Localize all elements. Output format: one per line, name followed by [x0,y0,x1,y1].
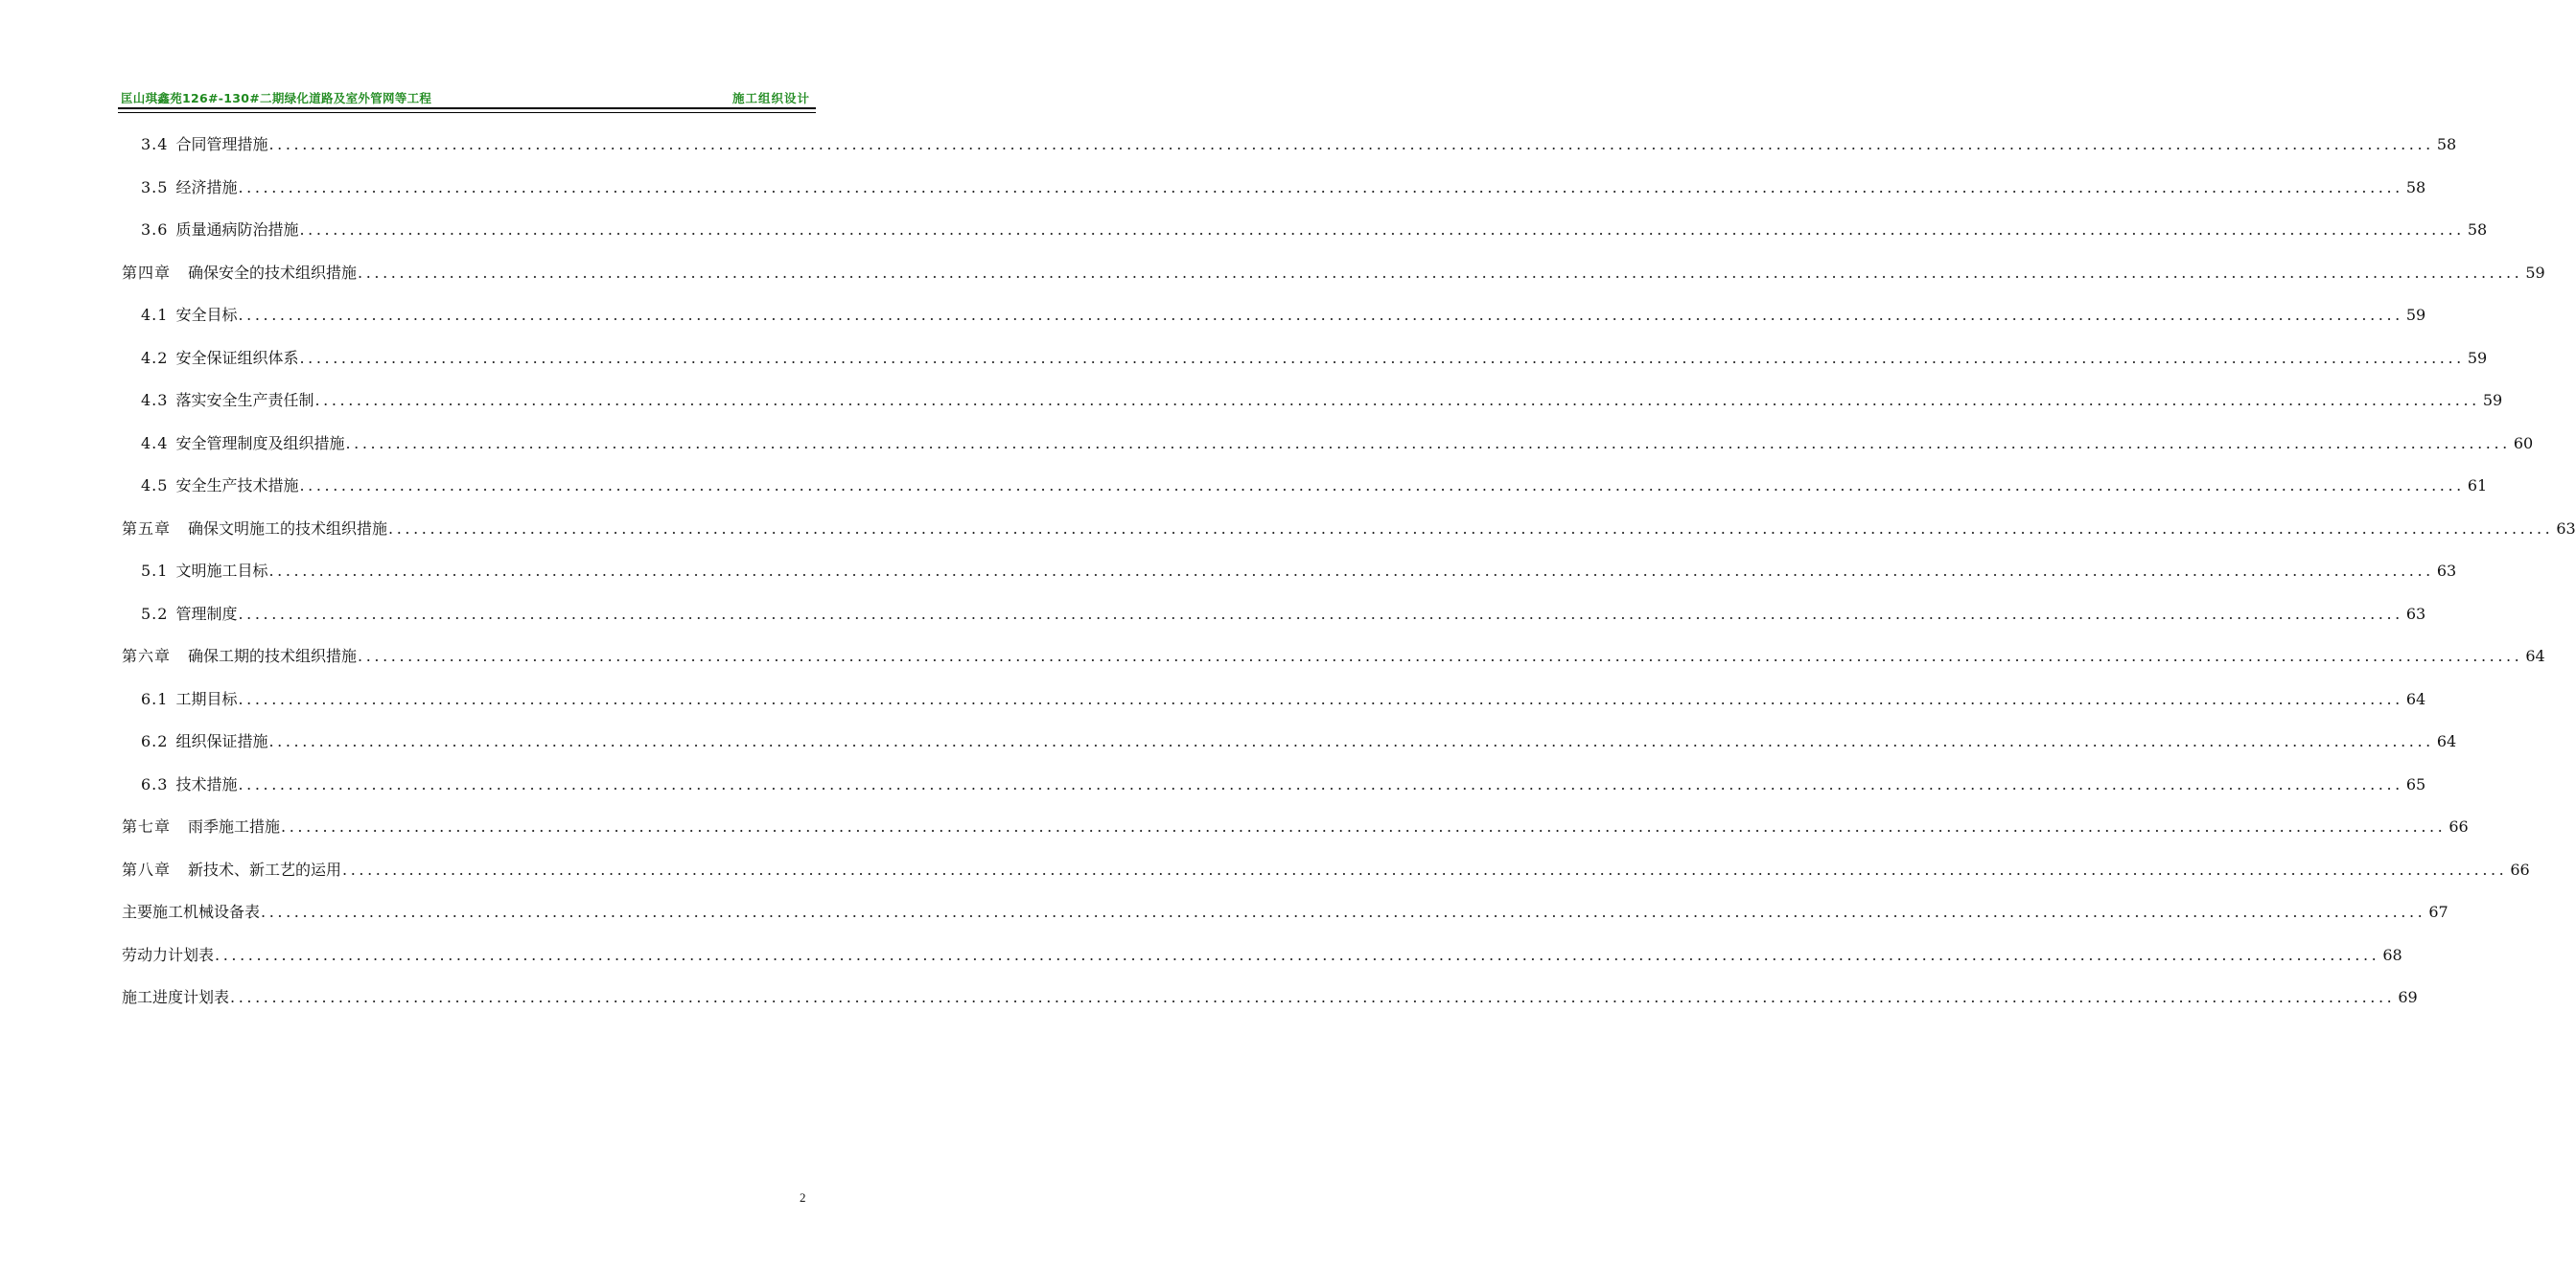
toc-entry-title: 工期目标 [175,689,238,708]
toc-entry-number: 4.2 [141,348,169,367]
header-project-title: 匡山琪鑫苑126#-130#二期绿化道路及室外管网等工程 [121,91,432,105]
toc-entry-page: 63 [2556,518,2576,538]
toc-dot-leader: .................................................................................................................................................................................................................................................................... [388,518,2554,538]
toc-entry-title: 技术措施 [175,774,238,794]
toc-entry-number: 第七章 [122,817,172,836]
toc-entry-page: 59 [2525,263,2545,282]
toc-entry-page: 68 [2382,945,2402,964]
toc-entry-number: 第五章 [122,518,172,538]
table-of-contents [122,124,2576,1020]
toc-dot-leader: .................................................................................................................................................................................................................................................................... [268,562,2434,580]
toc-entry-title: 安全管理制度及组织措施 [175,433,345,452]
toc-entry[interactable] [122,252,2545,295]
toc-entry-page: 60 [2513,433,2534,452]
toc-dot-leader: .................................................................................................................................................................................................................................................................... [342,860,2508,879]
toc-entry-page: 66 [2510,860,2530,879]
toc-entry[interactable] [122,380,2503,423]
toc-entry[interactable] [122,721,2457,764]
toc-entry[interactable] [122,593,2426,636]
toc-dot-leader: .................................................................................................................................................................................................................................................................... [358,263,2523,282]
toc-entry-title: 合同管理措施 [175,135,268,153]
header-rule-thin [118,112,816,113]
toc-entry[interactable] [122,934,2402,978]
toc-entry-number: 第八章 [122,860,172,879]
toc-entry-title: 新技术、新工艺的运用 [188,860,342,879]
toc-entry-page: 66 [2448,817,2469,836]
toc-entry-number: 4.5 [141,476,169,494]
toc-entry[interactable] [122,337,2488,380]
toc-entry[interactable] [122,891,2448,934]
toc-entry-number: 4.4 [141,433,169,452]
toc-entry-number: 5.2 [141,604,169,623]
toc-dot-leader: .................................................................................................................................................................................................................................................................... [215,945,2380,964]
toc-entry-number: 5.1 [141,562,169,580]
toc-entry-title: 确保文明施工的技术组织措施 [188,518,388,538]
toc-entry[interactable] [122,635,2545,678]
toc-dot-leader: .................................................................................................................................................................................................................................................................... [345,433,2511,452]
toc-entry-page: 64 [2436,732,2457,750]
toc-entry-title: 确保工期的技术组织措施 [188,647,358,665]
toc-entry-title: 落实安全生产责任制 [175,391,314,409]
toc-entry-title: 质量通病防治措施 [175,220,299,239]
toc-entry-title: 劳动力计划表 [122,945,215,964]
toc-entry-title: 文明施工目标 [175,562,268,580]
toc-entry-number: 第六章 [122,647,172,665]
toc-entry-number: 6.2 [141,732,169,750]
toc-entry-page: 59 [2405,306,2426,324]
toc-dot-leader: .................................................................................................................................................................................................................................................................... [238,306,2403,324]
toc-entry[interactable] [122,849,2530,892]
toc-entry-page: 69 [2398,988,2418,1006]
toc-entry[interactable] [122,550,2457,593]
toc-dot-leader: .................................................................................................................................................................................................................................................................... [268,732,2434,750]
page-number: 2 [800,1190,806,1205]
toc-entry-number: 3.4 [141,135,169,153]
toc-entry[interactable] [122,764,2426,807]
toc-entry[interactable] [122,678,2426,722]
toc-entry[interactable] [122,124,2457,167]
toc-dot-leader: .................................................................................................................................................................................................................................................................... [238,689,2403,708]
toc-entry-page: 63 [2436,562,2457,580]
header-rule-thick [118,107,816,109]
toc-entry-title: 安全目标 [175,306,238,324]
toc-dot-leader: .................................................................................................................................................................................................................................................................... [299,476,2465,494]
toc-entry-title: 组织保证措施 [175,732,268,750]
toc-entry-number: 3.5 [141,177,169,196]
toc-entry-title: 施工进度计划表 [122,988,230,1006]
toc-dot-leader: .................................................................................................................................................................................................................................................................... [238,177,2403,196]
toc-entry[interactable] [122,465,2488,508]
toc-dot-leader: .................................................................................................................................................................................................................................................................... [299,348,2465,367]
toc-entry-number: 第四章 [122,263,172,282]
toc-entry-title: 安全保证组织体系 [175,348,299,367]
toc-dot-leader: .................................................................................................................................................................................................................................................................... [358,647,2523,665]
toc-entry[interactable] [122,209,2488,252]
toc-dot-leader: .................................................................................................................................................................................................................................................................... [238,774,2403,794]
toc-dot-leader: .................................................................................................................................................................................................................................................................... [261,903,2426,921]
header-document-type: 施工组织设计 [731,91,810,105]
toc-entry-title: 经济措施 [175,177,238,196]
toc-entry-page: 58 [2405,177,2426,196]
toc-dot-leader: .................................................................................................................................................................................................................................................................... [281,817,2447,836]
toc-entry-page: 65 [2405,774,2426,794]
toc-entry-title: 雨季施工措施 [188,817,281,836]
toc-entry-number: 6.3 [141,774,169,794]
toc-entry-page: 58 [2467,220,2488,239]
toc-entry-number: 4.1 [141,306,169,324]
toc-entry-page: 64 [2525,647,2545,665]
toc-entry-title: 主要施工机械设备表 [122,903,261,921]
toc-entry-page: 59 [2482,391,2503,409]
toc-dot-leader: .................................................................................................................................................................................................................................................................... [238,604,2403,623]
toc-entry[interactable] [122,508,2576,551]
toc-entry[interactable] [122,294,2426,337]
toc-entry-title: 管理制度 [175,604,238,623]
page-header [121,88,810,107]
toc-entry[interactable] [122,167,2426,210]
toc-entry-number: 6.1 [141,689,169,708]
toc-entry[interactable] [122,977,2418,1020]
toc-entry[interactable] [122,423,2534,466]
toc-dot-leader: .................................................................................................................................................................................................................................................................... [230,988,2396,1006]
toc-dot-leader: .................................................................................................................................................................................................................................................................... [299,220,2465,239]
toc-dot-leader: .................................................................................................................................................................................................................................................................... [268,135,2434,153]
toc-entry-page: 64 [2405,689,2426,708]
toc-entry-page: 58 [2436,135,2457,153]
toc-dot-leader: .................................................................................................................................................................................................................................................................... [314,391,2480,409]
toc-entry-title: 安全生产技术措施 [175,476,299,494]
toc-entry-page: 63 [2405,604,2426,623]
toc-entry-number: 3.6 [141,220,169,239]
toc-entry-page: 61 [2467,476,2488,494]
toc-entry-number: 4.3 [141,391,169,409]
toc-entry[interactable] [122,806,2469,849]
toc-entry-title: 确保安全的技术组织措施 [188,263,358,282]
toc-entry-page: 59 [2467,348,2488,367]
toc-entry-page: 67 [2428,903,2448,921]
